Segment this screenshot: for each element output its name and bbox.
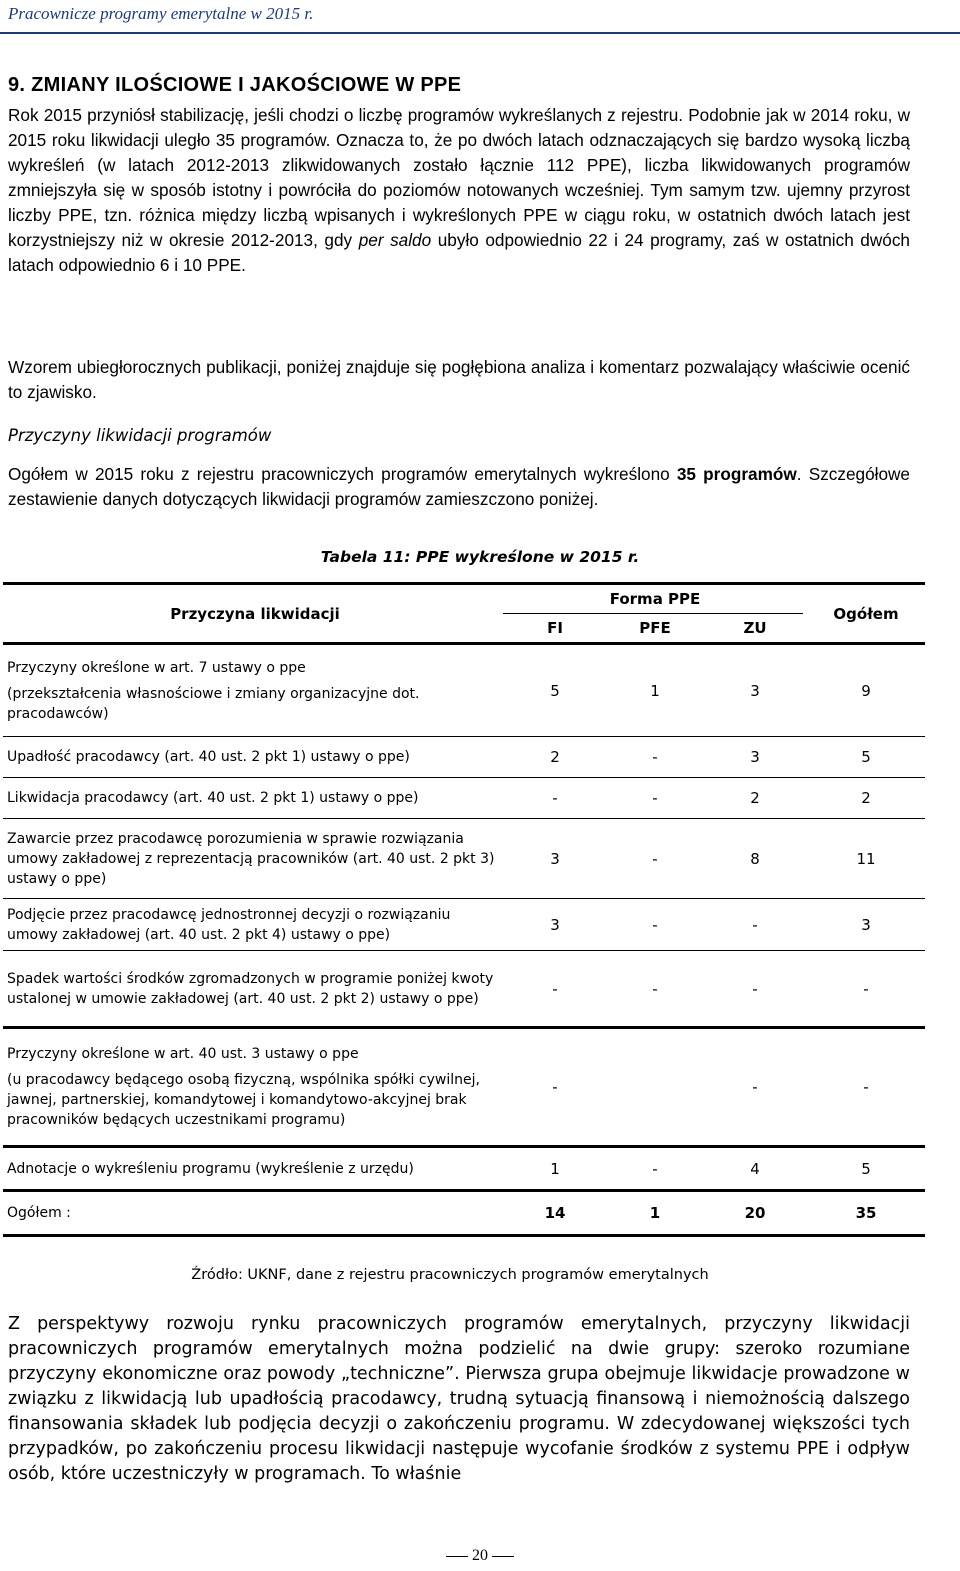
- paragraph-3-end: . Szczegółowe zestawienie danych dotyczących likwidacji programów zamieszczono poniżej.: [8, 464, 910, 509]
- header-zu: ZU: [743, 619, 767, 637]
- paragraph-1-italic: per saldo: [358, 230, 432, 250]
- cell-zu: 8: [703, 819, 803, 899]
- paragraph-1-text: Rok 2015 przyniósł stabilizację, jeśli chodzi o liczbę programów wykreślanych z rejestru. Podobnie jak w 2014 roku, w 2015 roku likwidacji uległo 35 programów. Oznacza to, że po dwóch latach odznaczających się bardzo wysoką liczbą wykreśleń (w latach 2012-2013 zlikwidowanych zostało łącznie 112 PPE), liczba likwidowanych programów zmniejszyła się w sposób istotny i powróciła do poziomów notowanych wcześniej. Tym samym tzw. ujemny przyrost liczby PPE, tzn. różnica między liczbą wpisanych i wykreślonych PPE w ciągu roku, w ostatnich dwóch latach jest korzystniejszy niż w okresie 2012-2013, gdy: [8, 105, 910, 250]
- table-source: Źródło: UKNF, dane z rejestru pracowniczych programów emerytalnych: [191, 1267, 709, 1283]
- cell-zu: -: [703, 1028, 803, 1147]
- row-label: Likwidacja pracodawcy (art. 40 ust. 2 pkt 1) ustawy o ppe): [3, 778, 503, 819]
- cell-pfe: 1: [603, 1191, 703, 1236]
- cell-fi: 1: [503, 1147, 603, 1191]
- paragraph-4: Z perspektywy rozwoju rynku pracowniczych programów emerytalnych, przyczyny likwidacji pracowniczych programów emerytalnych można podzielić na dwie grupy: szeroko rozumiane przyczyny ekonomiczne oraz powody „techniczne”. Pierwsza grupa obejmuje likwidacje prowadzone w związku z likwidacją lub upadłością pracodawcy, trudną sytuacją finansową i niemożnością dalszego finansowania składek lub podjęcia decyzji o zakończeniu programu. W zdecydowanej większości tych przypadków, po zakończeniu procesu likwidacji następuje wycofanie środków z systemu PPE i odpływ osób, które uczestniczyły w programach. To właśnie: [8, 1314, 910, 1484]
- header-rule: [0, 32, 960, 34]
- page-number-dash-left: [446, 1556, 468, 1557]
- cell-total: 35: [803, 1191, 925, 1236]
- cell-zu: 2: [703, 778, 803, 819]
- cell-fi: -: [503, 778, 603, 819]
- cell-pfe: [603, 1028, 703, 1147]
- page-number-text: 20: [472, 1547, 488, 1564]
- header-reason: Przyczyna likwidacji: [3, 584, 503, 644]
- row-label: Adnotacje o wykreśleniu programu (wykreślenie z urzędu): [3, 1147, 503, 1191]
- cell-fi: 14: [503, 1191, 603, 1236]
- table-row: [3, 951, 925, 1028]
- header-pfe: PFE: [639, 619, 671, 637]
- row-label: Upadłość pracodawcy (art. 40 ust. 2 pkt 1) ustawy o ppe): [3, 737, 503, 778]
- cell-pfe: -: [603, 778, 703, 819]
- page-number-dash-right: [492, 1556, 514, 1557]
- cell-pfe: -: [603, 737, 703, 778]
- cell-total: 5: [803, 737, 925, 778]
- cell-total: 9: [803, 644, 925, 737]
- cell-fi: 5: [503, 644, 603, 737]
- row-label: Podjęcie przez pracodawcę jednostronnej decyzji o rozwiązaniu umowy zakładowej (art. 40 ust. 2 pkt 4) ustawy o ppe): [3, 899, 503, 951]
- cell-pfe: -: [603, 1147, 703, 1191]
- cell-zu: 4: [703, 1147, 803, 1191]
- row-label: Spadek wartości środków zgromadzonych w programie poniżej kwoty ustalonej w umowie zakładowej (art. 40 ust. 2 pkt 2) ustawy o ppe): [3, 951, 503, 1028]
- table-row: [3, 644, 925, 737]
- header-forma: Forma PPE: [503, 584, 803, 614]
- group1-label: Przyczyny określone w art. 7 ustawy o ppe: [7, 659, 306, 676]
- table-row: [3, 778, 925, 819]
- paragraph-3-bold: 35 programów: [676, 464, 797, 484]
- paragraph-1: [8, 103, 910, 278]
- cell-fi: -: [503, 951, 603, 1028]
- group2-label: Przyczyny określone w art. 40 ust. 3 ustawy o ppe: [7, 1046, 359, 1062]
- cell-total: -: [803, 951, 925, 1028]
- cell-total: 5: [803, 1147, 925, 1191]
- paragraph-1-end: ubyło odpowiednio 22 i 24 programy, zaś w ostatnich dwóch latach odpowiednio 6 i 10 PPE.: [8, 230, 910, 275]
- total-row: [3, 1191, 925, 1236]
- cell-zu: 3: [703, 644, 803, 737]
- cell-fi: -: [503, 1028, 603, 1147]
- cell-zu: 20: [703, 1191, 803, 1236]
- cell-total: 3: [803, 899, 925, 951]
- running-header-title: Pracownicze programy emerytalne w 2015 r.: [8, 4, 314, 23]
- table-caption: Tabela 11: PPE wykreślone w 2015 r.: [320, 548, 640, 566]
- cell-pfe: -: [603, 899, 703, 951]
- table-row: [3, 1147, 925, 1191]
- liquidation-table: [3, 582, 925, 1237]
- cell-fi: 3: [503, 819, 603, 899]
- page-number: [0, 1547, 960, 1565]
- cell-fi: 2: [503, 737, 603, 778]
- paragraph-3: [8, 462, 910, 512]
- cell-total: 11: [803, 819, 925, 899]
- cell-pfe: 1: [603, 644, 703, 737]
- table-row: [3, 1028, 925, 1147]
- row-label: Zawarcie przez pracodawcę porozumienia w sprawie rozwiązania umowy zakładowej z reprezentacją pracowników (art. 40 ust. 2 pkt 3) ustawy o ppe): [3, 819, 503, 899]
- cell-total: -: [803, 1028, 925, 1147]
- cell-zu: -: [703, 899, 803, 951]
- table-row: [3, 819, 925, 899]
- header-total: Ogółem: [803, 584, 925, 644]
- table-row: [3, 737, 925, 778]
- row-label: Ogółem :: [3, 1191, 503, 1236]
- cell-pfe: -: [603, 951, 703, 1028]
- row-label: [3, 1028, 503, 1147]
- paragraph-2: Wzorem ubiegłorocznych publikacji, poniżej znajduje się pogłębiona analiza i komentarz pozwalający właściwie ocenić to zjawisko.: [8, 357, 910, 402]
- paragraph-3-text: Ogółem w 2015 roku z rejestru pracowniczych programów emerytalnych wykreślono: [8, 464, 677, 484]
- subheading: Przyczyny likwidacji programów: [8, 426, 272, 445]
- cell-pfe: -: [603, 819, 703, 899]
- group1-sub: (przekształcenia własnościowe i zmiany organizacyjne dot. pracodawców): [7, 685, 420, 722]
- section-heading: 9. ZMIANY ILOŚCIOWE I JAKOŚCIOWE W PPE: [8, 74, 462, 96]
- cell-zu: -: [703, 951, 803, 1028]
- header-fi: FI: [547, 619, 563, 637]
- cell-total: 2: [803, 778, 925, 819]
- table-row: [3, 899, 925, 951]
- group2-sub: (u pracodawcy będącego osobą fizyczną, wspólnika spółki cywilnej, jawnej, partnerskiej, komandytowej i komandytowo-akcyjnej brak pracowników będących uczestnikami programu): [7, 1072, 480, 1128]
- cell-zu: 3: [703, 737, 803, 778]
- row-label: [3, 644, 503, 737]
- cell-fi: 3: [503, 899, 603, 951]
